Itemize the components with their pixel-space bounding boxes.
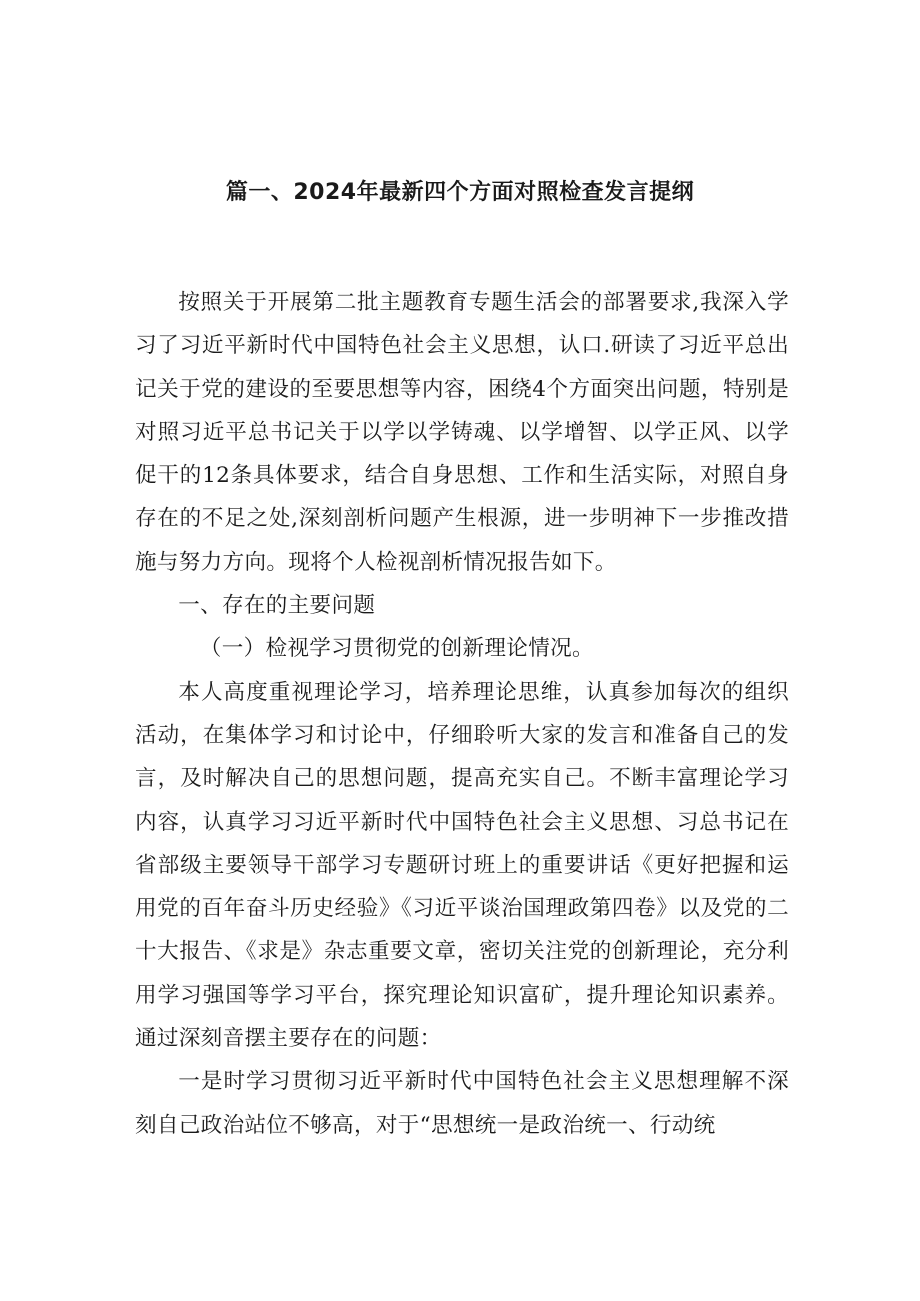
body-paragraph-problem-one: 一是时学习贯彻习近平新时代中国特色社会主义思想理解不深刻自己政治站位不够高，对于“思想统一是政治统一、行动统 <box>135 1069 789 1138</box>
intro-paragraph: 按照关于开展第二批主题教育专题生活会的部署要求,我深入学习了习近平新时代中国特色社会主义思想，认口.研读了习近平总出记关于党的建设的至要思想等内容，困绕4个方面突出问题，特别是对照习近平总书记关于以学以学铸魂、以学增智、以学正风、以学促干的12条具体要求，结合自身思想、工作和生活实际，对照自身存在的不足之处,深刻剖析问题产生根源，进一步明神下一步推改措施与努力方向。现将个人检视剖析情况报告如下。 <box>135 290 789 575</box>
body-paragraph-theory-study: 本人高度重视理论学习，培养理论思维，认真参加每次的组织活动，在集体学习和讨论中，仔细聆听大家的发言和准备自己的发言，及时解决自己的思想问题，提高充实自己。不断丰富理论学习内容，认真学习习近平新时代中国特色社会主义思想、习总书记在省部级主要领导干部学习专题研讨班上的重要讲话《更好把握和运用党的百年奋斗历史经验》《习近平谈治国理政第四卷》以及党的二十大报告、《求是》杂志重要文章，密切关注党的创新理论，充分利用学习强国等学习平台，探究理论知识富矿，提升理论知识素养。通过深刻音摆主要存在的问题： <box>135 679 789 1052</box>
document-body <box>135 281 789 1147</box>
section-heading-problems: 一、存在的主要问题 <box>178 593 376 619</box>
document-title: 篇一、2024年最新四个方面对照检查发言提纲 <box>225 180 695 205</box>
subsection-heading-theory-study: （一）检视学习贯彻党的创新理论情况。 <box>199 636 594 662</box>
